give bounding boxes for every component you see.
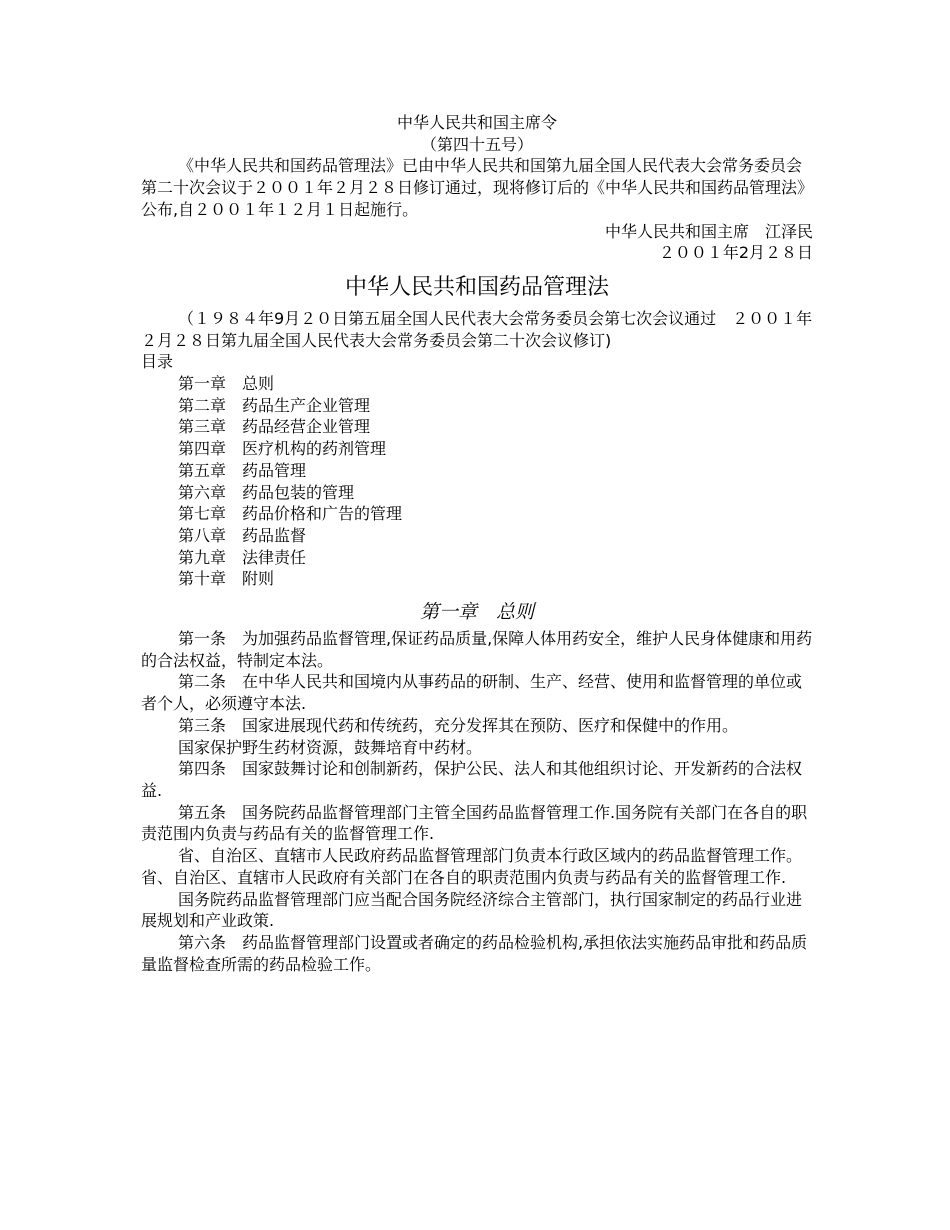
table-of-contents: [141, 373, 813, 590]
toc-item: 第六章 药品包装的管理: [178, 482, 355, 502]
law-title: 中华人民共和国药品管理法: [344, 274, 609, 300]
chapter-title: 第一章 总则: [419, 601, 534, 624]
order-number: （第四十五号）: [420, 134, 533, 154]
toc-label: 目录: [141, 352, 174, 372]
toc-item: 第九章 法律责任: [178, 547, 307, 567]
order-title: 中华人民共和国主席令: [396, 113, 557, 132]
document-page: [141, 112, 813, 975]
toc-item: 第八章 药品监督: [178, 525, 307, 545]
article-paragraph: 国务院药品监督管理部门应当配合国务院经济综合主管部门，执行国家制定的药品行业进展规划和产业政策.: [141, 889, 803, 931]
article-paragraph: 第二条 在中华人民共和国境内从事药品的研制、生产、经营、使用和监督管理的单位或者个人，必须遵守本法.: [141, 672, 803, 714]
article-paragraph: 国家保护野生药材资源，鼓舞培育中药材。: [178, 737, 483, 757]
article-paragraph: 第四条 国家鼓舞讨论和创制新药，保护公民、法人和其他组织讨论、开发新药的合法权益.: [141, 759, 803, 800]
law-history: （１９８４年9月２０日第五届全国人民代表大会常务委员会第七次会议通过 ２００１年２月２８日第九届全国人民代表大会常务委员会第二十次会议修订): [141, 308, 813, 350]
toc-item: 第一章 总则: [178, 374, 275, 394]
article-paragraph: 第六条 药品监督管理部门设置或者确定的药品检验机构,承担依法实施药品审批和药品质量监督检查所需的药品检验工作。: [141, 932, 808, 974]
order-text: 《中华人民共和国药品管理法》已由中华人民共和国第九届全国人民代表大会常务委员会第二十次会议于２００１年２月２８日修订通过，现将修订后的《中华人民共和国药品管理法》公布,自２００１年１２月１日起施行。: [141, 156, 814, 219]
article-paragraph: 第一条 为加强药品监督管理,保证药品质量,保障人体用药安全，维护人民身体健康和用药的合法权益，特制定本法。: [141, 629, 813, 670]
toc-item: 第四章 医疗机构的药剂管理: [178, 439, 387, 459]
toc-item: 第二章 药品生产企业管理: [178, 395, 371, 415]
toc-item: 第三章 药品经营企业管理: [178, 417, 371, 437]
toc-item: 第五章 药品管理: [178, 460, 307, 480]
article-paragraph: 省、自治区、直辖市人民政府药品监督管理部门负责本行政区域内的药品监督管理工作。省、自治区、直辖市人民政府有关部门在各自的职责范围内负责与药品有关的监督管理工作.: [141, 846, 803, 887]
toc-item: 第十章 附则: [178, 569, 275, 589]
toc-item: 第七章 药品价格和广告的管理: [178, 504, 403, 524]
order-signatory: 中华人民共和国主席 江泽民: [604, 221, 813, 241]
article-paragraph: 第五条 国务院药品监督管理部门主管全国药品监督管理工作.国务院有关部门在各自的职责范围内负责与药品有关的监督管理工作.: [141, 802, 808, 844]
order-date: ２００１年2月２８日: [658, 243, 813, 263]
article-paragraph: 第三条 国家进展现代药和传统药，充分发挥其在预防、医疗和保健中的作用。: [178, 715, 739, 735]
